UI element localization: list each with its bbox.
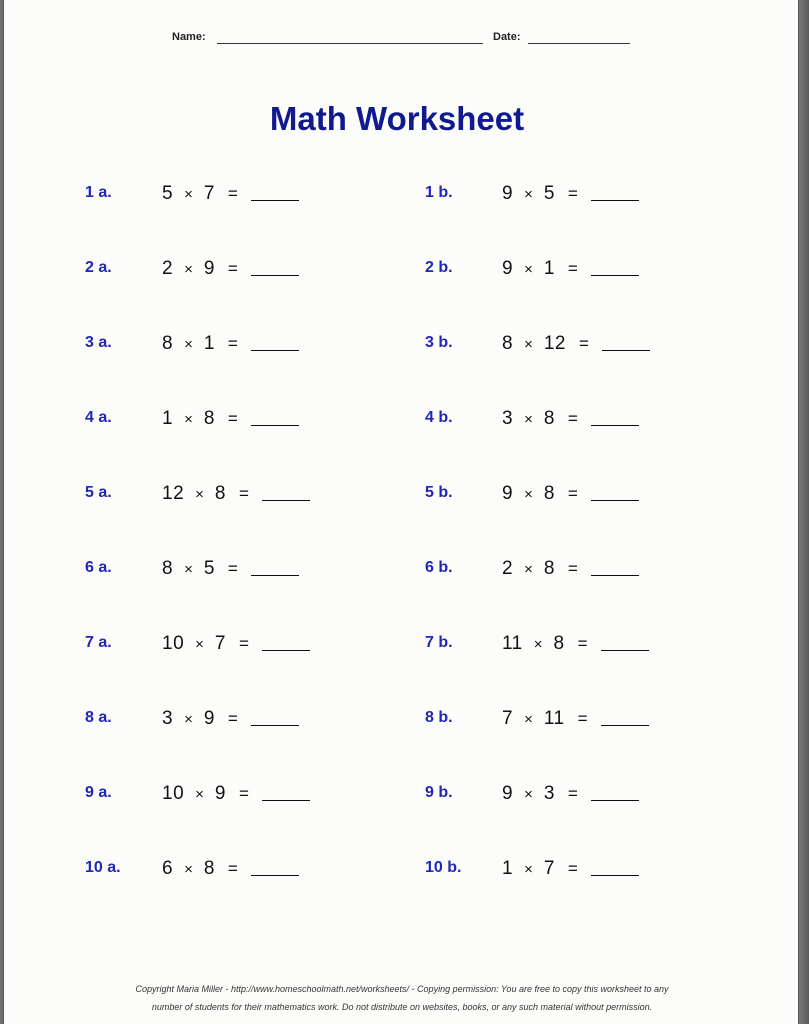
second-factor: 7: [214, 633, 226, 654]
problem-label: 10 b.: [425, 859, 462, 876]
times-sign: ×: [524, 561, 533, 578]
first-factor: 9: [502, 783, 514, 804]
problem-label: 8 a.: [85, 709, 112, 726]
multiplication-expression: [502, 183, 639, 205]
multiplication-expression: [502, 633, 649, 655]
multiplication-expression: [502, 858, 639, 880]
times-sign: ×: [184, 261, 193, 278]
footer-line-2: number of students for their mathematics work. Do not distribute on websites, books, or any such material without permission.: [151, 1002, 653, 1012]
first-factor: 1: [502, 858, 514, 879]
first-factor: 1: [162, 408, 174, 429]
times-sign: ×: [524, 336, 533, 353]
second-factor: 8: [543, 483, 555, 504]
answer-blank[interactable]: [251, 713, 299, 726]
page-title: Math Worksheet: [269, 100, 525, 137]
second-factor: 9: [203, 258, 215, 279]
problem-row: [4, 244, 800, 294]
times-sign: ×: [184, 711, 193, 728]
equals-sign: =: [578, 334, 589, 353]
problem-label: 9 b.: [425, 784, 453, 801]
multiplication-expression: [162, 558, 299, 580]
second-factor: 11: [543, 708, 565, 729]
copyright-footer: [4, 980, 800, 1016]
times-sign: ×: [524, 786, 533, 803]
equals-sign: =: [238, 784, 249, 803]
problem-label: 2 b.: [425, 259, 453, 276]
multiplication-expression: [162, 633, 310, 655]
answer-blank[interactable]: [251, 263, 299, 276]
times-sign: ×: [195, 636, 204, 653]
answer-blank[interactable]: [262, 638, 310, 651]
multiplication-expression: [502, 783, 639, 805]
multiplication-expression: [502, 408, 639, 430]
problem-label: 4 a.: [85, 409, 112, 426]
second-factor: 9: [203, 708, 215, 729]
times-sign: ×: [524, 711, 533, 728]
multiplication-expression: [162, 183, 299, 205]
equals-sign: =: [227, 859, 238, 878]
problem-label: 10 a.: [85, 859, 121, 876]
answer-blank[interactable]: [591, 788, 639, 801]
second-factor: 5: [543, 183, 555, 204]
times-sign: ×: [195, 486, 204, 503]
times-sign: ×: [195, 786, 204, 803]
first-factor: 3: [162, 708, 174, 729]
second-factor: 7: [543, 858, 555, 879]
multiplication-expression: [502, 708, 649, 730]
second-factor: 8: [543, 558, 555, 579]
answer-blank[interactable]: [591, 488, 639, 501]
equals-sign: =: [567, 784, 578, 803]
equals-sign: =: [577, 709, 588, 728]
second-factor: 8: [543, 408, 555, 429]
first-factor: 2: [502, 558, 514, 579]
first-factor: 7: [502, 708, 514, 729]
second-factor: 12: [543, 333, 566, 354]
multiplication-expression: [162, 333, 299, 355]
first-factor: 8: [502, 333, 514, 354]
answer-blank[interactable]: [251, 188, 299, 201]
first-factor: 9: [502, 183, 514, 204]
date-blank-line: [528, 43, 630, 44]
equals-sign: =: [238, 634, 249, 653]
footer-line-1: Copyright Maria Miller - http://www.homeschoolmath.net/worksheets/ - Copying permission: You are free to copy this worksheet to any: [135, 984, 669, 994]
second-factor: 8: [553, 633, 565, 654]
date-label: Date:: [493, 31, 521, 43]
multiplication-expression: [502, 558, 639, 580]
problem-label: 3 a.: [85, 334, 112, 351]
problem-label: 1 b.: [425, 184, 453, 201]
times-sign: ×: [184, 861, 193, 878]
problem-label: 6 a.: [85, 559, 112, 576]
equals-sign: =: [227, 709, 238, 728]
times-sign: ×: [524, 861, 533, 878]
second-factor: 8: [203, 858, 215, 879]
problem-label: 7 a.: [85, 634, 112, 651]
first-factor: 11: [502, 633, 523, 654]
equals-sign: =: [227, 409, 238, 428]
answer-blank[interactable]: [262, 788, 310, 801]
problem-label: 3 b.: [425, 334, 453, 351]
first-factor: 10: [162, 783, 185, 804]
answer-blank[interactable]: [251, 863, 299, 876]
problem-label: 7 b.: [425, 634, 453, 651]
problem-row: [4, 769, 800, 819]
multiplication-expression: [162, 483, 310, 505]
equals-sign: =: [567, 559, 578, 578]
problem-label: 6 b.: [425, 559, 453, 576]
answer-blank[interactable]: [591, 563, 639, 576]
equals-sign: =: [238, 484, 249, 503]
times-sign: ×: [524, 261, 533, 278]
problem-label: 5 b.: [425, 484, 453, 501]
equals-sign: =: [567, 259, 578, 278]
answer-blank[interactable]: [591, 413, 639, 426]
answer-blank[interactable]: [251, 563, 299, 576]
first-factor: 12: [162, 483, 185, 504]
times-sign: ×: [184, 561, 193, 578]
first-factor: 8: [162, 558, 174, 579]
equals-sign: =: [567, 184, 578, 203]
problem-row: [4, 544, 800, 594]
viewer-edge: [799, 0, 809, 1024]
name-label: Name:: [172, 31, 206, 43]
second-factor: 8: [214, 483, 226, 504]
equals-sign: =: [227, 259, 238, 278]
multiplication-expression: [502, 483, 639, 505]
equals-sign: =: [567, 859, 578, 878]
first-factor: 9: [502, 258, 514, 279]
second-factor: 8: [203, 408, 215, 429]
problem-label: 9 a.: [85, 784, 112, 801]
first-factor: 9: [502, 483, 514, 504]
problem-row: [4, 844, 800, 894]
second-factor: 9: [214, 783, 226, 804]
answer-blank[interactable]: [251, 338, 299, 351]
answer-blank[interactable]: [591, 263, 639, 276]
multiplication-expression: [162, 783, 310, 805]
equals-sign: =: [577, 634, 588, 653]
answer-blank[interactable]: [251, 413, 299, 426]
equals-sign: =: [567, 409, 578, 428]
first-factor: 8: [162, 333, 174, 354]
multiplication-expression: [162, 408, 299, 430]
first-factor: 10: [162, 633, 185, 654]
first-factor: 2: [162, 258, 174, 279]
name-blank-line: [217, 43, 483, 44]
second-factor: 5: [203, 558, 215, 579]
problem-row: [4, 319, 800, 369]
multiplication-expression: [162, 258, 299, 280]
problem-label: 4 b.: [425, 409, 453, 426]
multiplication-expression: [162, 708, 299, 730]
answer-blank[interactable]: [602, 338, 650, 351]
problem-row: [4, 469, 800, 519]
problem-row: [4, 394, 800, 444]
times-sign: ×: [524, 486, 533, 503]
equals-sign: =: [567, 484, 578, 503]
first-factor: 3: [502, 408, 514, 429]
times-sign: ×: [184, 336, 193, 353]
answer-blank[interactable]: [591, 188, 639, 201]
multiplication-expression: [162, 858, 299, 880]
second-factor: 1: [203, 333, 215, 354]
times-sign: ×: [533, 636, 543, 653]
times-sign: ×: [184, 186, 193, 203]
equals-sign: =: [227, 559, 238, 578]
multiplication-expression: [502, 258, 639, 280]
times-sign: ×: [524, 411, 533, 428]
problem-row: [4, 694, 800, 744]
answer-blank[interactable]: [591, 863, 639, 876]
first-factor: 5: [162, 183, 174, 204]
second-factor: 1: [543, 258, 555, 279]
problem-row: [4, 619, 800, 669]
equals-sign: =: [227, 184, 238, 203]
times-sign: ×: [524, 186, 533, 203]
first-factor: 6: [162, 858, 174, 879]
multiplication-expression: [502, 333, 650, 355]
problem-row: [4, 169, 800, 219]
answer-blank[interactable]: [601, 638, 649, 651]
equals-sign: =: [227, 334, 238, 353]
worksheet-page: [3, 0, 799, 1024]
answer-blank[interactable]: [601, 713, 649, 726]
problem-label: 8 b.: [425, 709, 453, 726]
problem-label: 2 a.: [85, 259, 112, 276]
second-factor: 3: [543, 783, 555, 804]
times-sign: ×: [184, 411, 193, 428]
answer-blank[interactable]: [262, 488, 310, 501]
second-factor: 7: [203, 183, 215, 204]
problem-label: 1 a.: [85, 184, 112, 201]
problem-label: 5 a.: [85, 484, 112, 501]
